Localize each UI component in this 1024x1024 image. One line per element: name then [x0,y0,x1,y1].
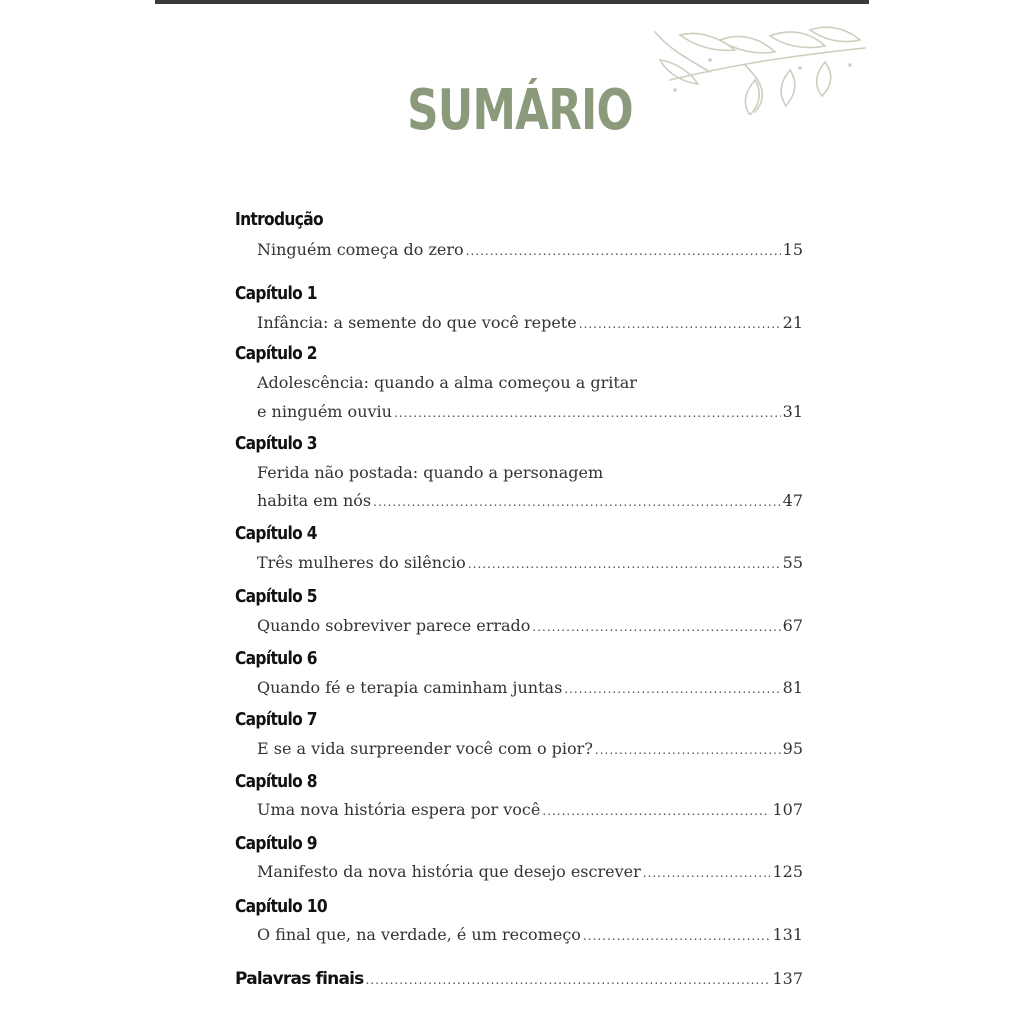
toc-entry-title: Infância: a semente do que você repete [257,313,577,332]
toc-entry-title: Quando fé e terapia caminham juntas [257,678,563,697]
dot-leader [394,406,781,420]
toc-entry-page: 125 [772,862,803,881]
toc-entry-chapter-1[interactable] [257,313,803,332]
toc-entry-page: 67 [782,616,803,635]
toc-chapter-2-heading: Capítulo 2 [235,343,317,364]
toc-entry-page: 47 [782,491,803,510]
toc-entry-page: 15 [782,240,803,259]
dot-leader [643,866,771,880]
toc-entry-title: Uma nova história espera por você [257,800,541,819]
toc-chapter-4-heading: Capítulo 4 [235,523,317,544]
toc-intro-heading: Introdução [235,209,323,230]
toc-entry-title: Quando sobreviver parece errado [257,616,531,635]
toc-entry-chapter-6[interactable] [257,678,803,697]
toc-entry-title: habita em nós [257,491,372,510]
toc-entry-chapter-8[interactable] [257,800,803,819]
dot-leader [595,743,781,757]
toc-entry-title: Três mulheres do silêncio [257,553,466,572]
dot-leader [366,973,771,987]
toc-chapter-7-heading: Capítulo 7 [235,709,317,730]
toc-entry-page: 137 [772,969,803,988]
toc-entry-chapter-9[interactable] [257,862,803,881]
toc-entry-title: Manifesto da nova história que desejo escrever [257,862,641,881]
toc-entry-title: e ninguém ouviu [257,402,392,421]
dot-leader [579,317,781,331]
toc-entry-intro[interactable] [257,240,803,259]
dot-leader [542,804,770,818]
dot-leader [468,557,781,571]
toc-chapter-9-heading: Capítulo 9 [235,833,317,854]
toc-entry-title: Ninguém começa do zero [257,240,464,259]
toc-entry-title-line1: Adolescência: quando a alma começou a gritar [257,373,637,392]
toc-chapter-8-heading: Capítulo 8 [235,771,317,792]
dot-leader [373,495,781,509]
toc-entry-title-line1: Ferida não postada: quando a personagem [257,463,604,482]
dot-leader [564,682,780,696]
toc-closing-title: Palavras finais [235,969,364,989]
dot-leader [466,244,781,258]
toc-entry-page: 31 [782,402,803,421]
toc-entry-page: 131 [772,925,803,944]
toc-chapter-10-heading: Capítulo 10 [235,896,327,917]
toc-entry-page: 95 [782,739,803,758]
toc-chapter-5-heading: Capítulo 5 [235,586,317,607]
toc-entry-page: 21 [782,313,803,332]
dot-leader [532,620,780,634]
toc-entry-title: E se a vida surpreender você com o pior? [257,739,593,758]
toc-chapter-3-heading: Capítulo 3 [235,433,317,454]
toc-entry-chapter-10[interactable] [257,925,803,944]
dot-leader [583,929,771,943]
toc-entry-title: O final que, na verdade, é um recomeço [257,925,581,944]
toc-chapter-1-heading: Capítulo 1 [235,283,317,304]
toc-entry-page: 107 [772,800,803,819]
toc-entry-chapter-3[interactable] [257,491,803,510]
toc-entry-chapter-7[interactable] [257,739,803,758]
toc-entry-page: 81 [782,678,803,697]
toc-chapter-6-heading: Capítulo 6 [235,648,317,669]
toc-entry-chapter-2[interactable] [257,402,803,421]
toc-entry-page: 55 [782,553,803,572]
toc-entry-closing[interactable] [235,969,803,989]
page-title: SUMÁRIO [407,78,633,143]
toc-entry-chapter-4[interactable] [257,553,803,572]
toc-entry-chapter-5[interactable] [257,616,803,635]
table-of-contents [235,0,803,1024]
